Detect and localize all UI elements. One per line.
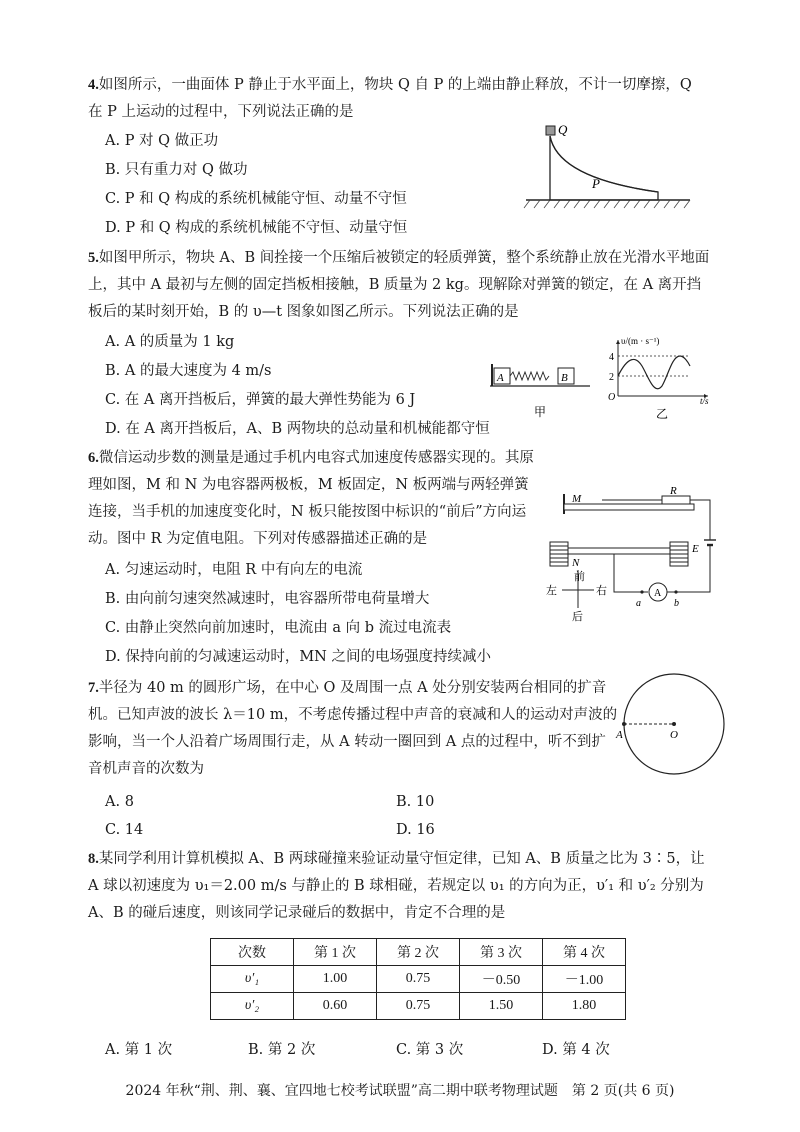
table-cell: 0.75 [377, 966, 460, 993]
table-cell: 1.80 [543, 993, 626, 1020]
q5-option-a: A. A 的质量为 1 kg [105, 334, 235, 350]
q6-fig-label-front: 前 [574, 571, 585, 583]
table-row [211, 966, 626, 993]
q5-option-c: C. 在 A 离开挡板后，弹簧的最大弹性势能为 6 J [105, 392, 416, 408]
q6-figure [542, 484, 722, 624]
q6-stem [88, 445, 538, 553]
q8-number: 8. [88, 851, 99, 867]
table-header-cell: 第 1 次 [294, 939, 377, 966]
q4-option-c: C. P 和 Q 构成的系统机械能守恒、动量不守恒 [105, 191, 407, 207]
q7-option-b: B. 10 [396, 794, 435, 810]
q6-fig-label-n: N [572, 557, 580, 569]
table-header-row [211, 939, 626, 966]
q7-number: 7. [88, 680, 99, 696]
q8-option-a: A. 第 1 次 [105, 1042, 173, 1058]
q7-option-c: C. 14 [105, 822, 144, 838]
q5-text: 如图甲所示，物块 A、B 间拴接一个压缩后被锁定的轻质弹簧，整个系统静止放在光滑水平地面上，其中 A 最初与左侧的固定挡板相接触，B 质量为 2 kg。现解除对弹簧的锁定，在 A 离开挡板后的某时刻开始，B 的 υ—t 图象如图乙所示。下列说法正确的是 [88, 250, 710, 320]
q5-fig-tick-4: 4 [609, 352, 614, 363]
q5-fig-label-jia: 甲 [534, 405, 547, 419]
q6-fig-label-r: R [670, 485, 677, 497]
q8-text: 某同学利用计算机模拟 A、B 两球碰撞来验证动量守恒定律，已知 A、B 质量之比为 3∶5，让 A 球以初速度为 υ₁＝2.00 m/s 与静止的 B 球相碰，若规定以 υ₁ 的方向为正，υ′₁ 和 υ′₂ 分别为 A、B 的碰后速度，则该同学记录碰后的数据中，肯定不合理的是 [88, 851, 705, 921]
q5-fig-t-axis: t/s [700, 396, 709, 406]
q6-fig-label-right: 右 [596, 585, 607, 597]
q5-option-d: D. 在 A 离开挡板后，A、B 两物块的总动量和机械能都守恒 [105, 421, 490, 437]
q7-stem [88, 675, 618, 783]
q5-number: 5. [88, 250, 99, 266]
table-cell: υ′₁ [211, 966, 294, 993]
q6-fig-label-a: a [636, 598, 641, 609]
q7-text: 半径为 40 m 的圆形广场，在中心 O 及周围一点 A 处分别安装两台相同的扩音机。已知声波的波长 λ＝10 m，不考虑传播过程中声音的衰减和人的运动对声波的影响，当一个人沿着广场周围行走，从 A 转动一圈回到 A 点的过程中，听不到扩音机声音的次数为 [88, 680, 618, 777]
q4-figure [518, 118, 698, 214]
table-cell: －1.00 [543, 966, 626, 993]
q4-text: 如图所示，一曲面体 P 静止于水平面上，物块 Q 自 P 的上端由静止释放，不计一切摩擦，Q 在 P 上运动的过程中，下列说法正确的是 [88, 77, 692, 120]
table-header-cell: 第 2 次 [377, 939, 460, 966]
table-header-cell: 第 3 次 [460, 939, 543, 966]
q8-stem [88, 846, 710, 927]
q7-option-d: D. 16 [396, 822, 435, 838]
q5-figure-jia [486, 356, 596, 426]
q6-option-c: C. 由静止突然向前加速时，电流由 a 向 b 流过电流表 [105, 620, 452, 636]
q6-text: 微信运动步数的测量是通过手机内电容式加速度传感器实现的。其原理如图，M 和 N 为电容器两极板，M 板固定，N 板两端与两轻弹簧连接，当手机的加速度变化时，N 板只能按图中标识的“前后”方向运动。图中 R 为定值电阻。下列对传感器描述正确的是 [88, 450, 534, 547]
table-cell: 0.60 [294, 993, 377, 1020]
q6-option-a: A. 匀速运动时，电阻 R 中有向左的电流 [105, 562, 363, 578]
table-row [211, 993, 626, 1020]
table-cell: 1.50 [460, 993, 543, 1020]
q5-option-b: B. A 的最大速度为 4 m/s [105, 363, 272, 379]
q4-option-b: B. 只有重力对 Q 做功 [105, 162, 248, 178]
q7-figure [612, 670, 732, 788]
q6-fig-ammeter: A [654, 588, 662, 599]
table-cell: 1.00 [294, 966, 377, 993]
q5-fig-label-b: B [561, 372, 568, 384]
q8-option-b: B. 第 2 次 [248, 1042, 316, 1058]
q5-fig-tick-2: 2 [609, 372, 614, 383]
q4-fig-label-q: Q [558, 122, 568, 137]
q8-option-c: C. 第 3 次 [396, 1042, 464, 1058]
q7-fig-label-a: A [616, 729, 623, 741]
q5-fig-v-axis: υ/(m · s⁻¹) [621, 336, 660, 346]
q6-fig-label-left: 左 [546, 585, 557, 597]
table-header-cell: 次数 [211, 939, 294, 966]
q5-fig-label-a: A [497, 372, 504, 384]
q8-option-d: D. 第 4 次 [542, 1042, 610, 1058]
q6-fig-label-m: M [572, 493, 582, 505]
q4-number: 4. [88, 77, 99, 93]
q7-fig-label-o: O [670, 729, 678, 741]
table-cell: －0.50 [460, 966, 543, 993]
q5-figure-yi [604, 332, 714, 432]
table-header-cell: 第 4 次 [543, 939, 626, 966]
q6-number: 6. [88, 450, 99, 466]
page-footer: 2024 年秋“荆、荆、襄、宜四地七校考试联盟”高二期中联考物理试题 第 2 页(共 6 页) [125, 1083, 675, 1099]
q6-fig-label-b: b [674, 598, 679, 609]
q4-fig-label-p: P [592, 176, 600, 191]
q4-option-a: A. P 对 Q 做正功 [105, 133, 219, 149]
q6-fig-label-e: E [692, 543, 699, 555]
q5-stem [88, 245, 710, 326]
q5-fig-label-yi: 乙 [656, 407, 669, 421]
q8-data-table [210, 938, 626, 1020]
q5-fig-origin: O [608, 392, 616, 403]
table-cell: 0.75 [377, 993, 460, 1020]
q7-option-a: A. 8 [105, 794, 134, 810]
q6-option-d: D. 保持向前的匀减速运动时，MN 之间的电场强度持续减小 [105, 649, 491, 665]
q4-option-d: D. P 和 Q 构成的系统机械能不守恒、动量守恒 [105, 220, 408, 236]
q6-option-b: B. 由向前匀速突然减速时，电容器所带电荷量增大 [105, 591, 430, 607]
q6-fig-label-back: 后 [572, 611, 583, 623]
table-cell: υ′₂ [211, 993, 294, 1020]
